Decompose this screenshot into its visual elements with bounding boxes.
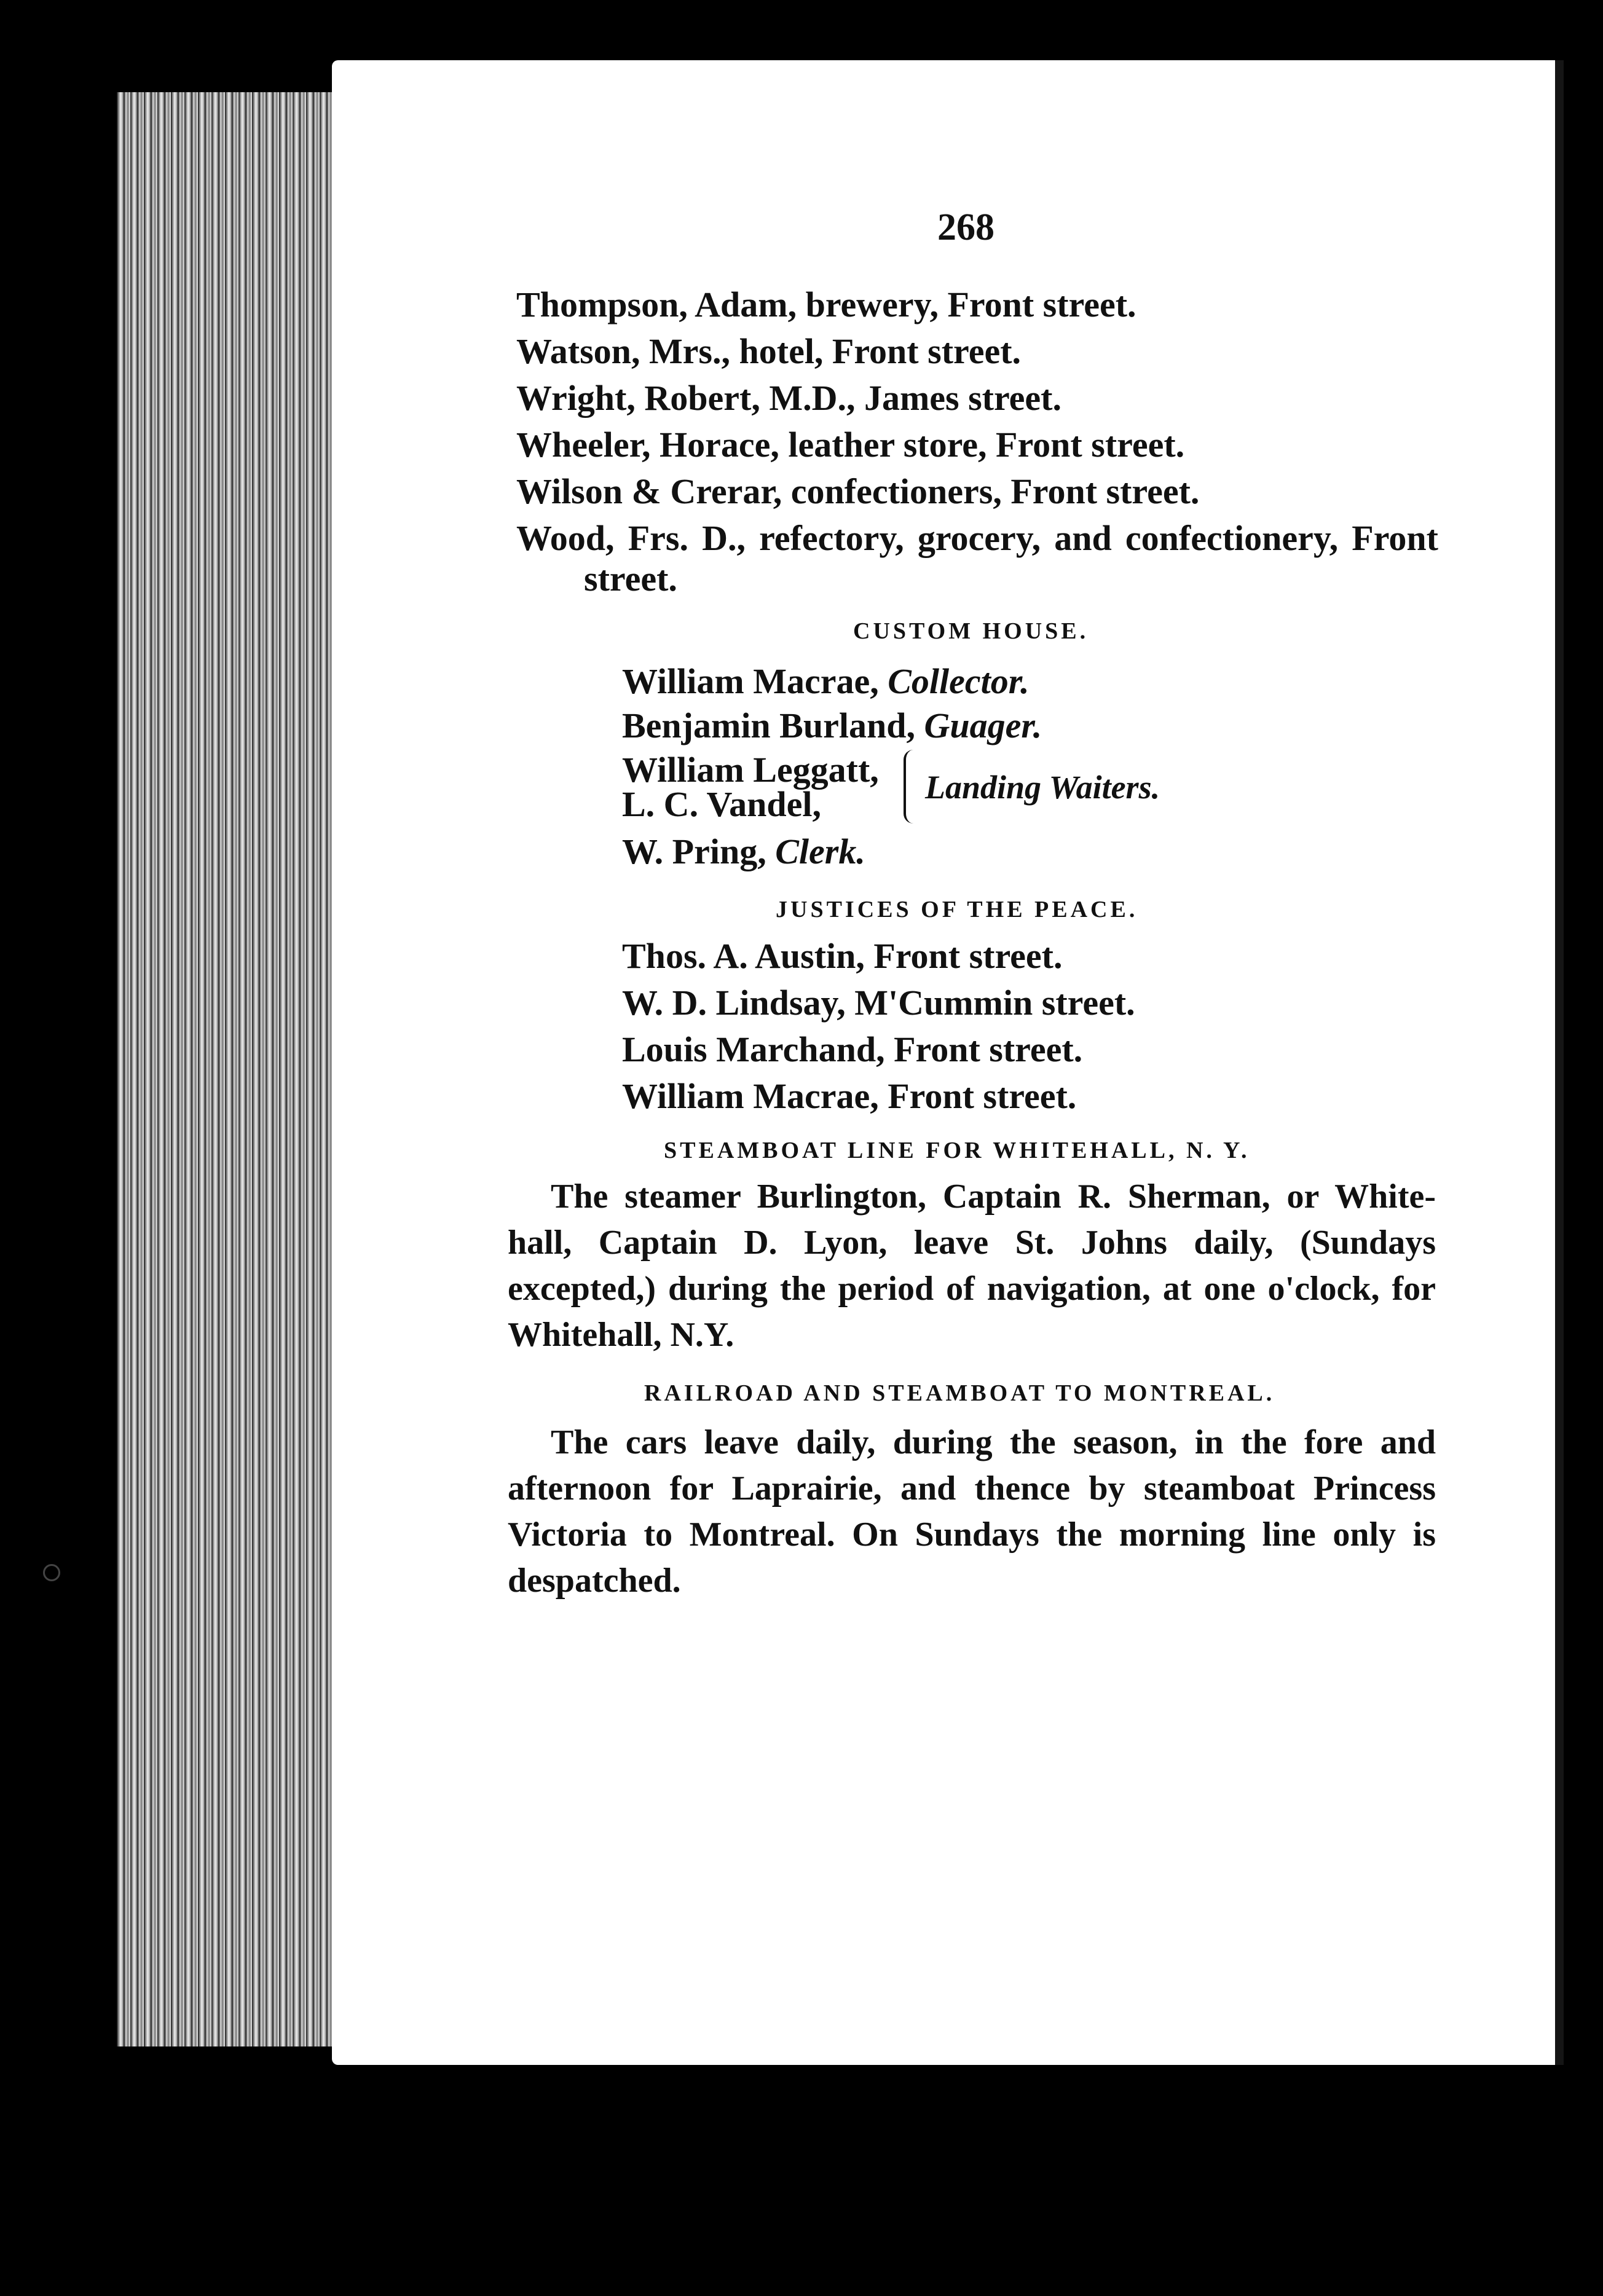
directory-entry: Wheeler, Horace, leather store, Front street.: [516, 425, 1185, 465]
justice-entry: William Macrae, Front street.: [622, 1076, 1077, 1116]
custom-house-officer: W. Pring, Clerk.: [622, 832, 865, 871]
directory-entry: Thompson, Adam, brewery, Front street.: [516, 285, 1136, 324]
paragraph-line: Victoria to Montreal. On Sundays the morning line only is: [508, 1516, 1436, 1554]
directory-entry: Watson, Mrs., hotel, Front street.: [516, 331, 1022, 371]
justices-heading: JUSTICES OF THE PEACE.: [776, 897, 1138, 922]
paragraph-line: Whitehall, N.Y.: [508, 1316, 735, 1354]
paragraph-line: excepted,) during the period of navigation, at one o'clock, for: [508, 1270, 1436, 1308]
paragraph-line: despatched.: [508, 1562, 681, 1600]
justice-entry: W. D. Lindsay, M'Cummin street.: [622, 983, 1135, 1023]
justice-entry: Louis Marchand, Front street.: [622, 1029, 1083, 1069]
directory-entry: Wilson & Crerar, confectioners, Front street.: [516, 471, 1200, 511]
scan-smudge: [43, 1564, 60, 1581]
paragraph-line: The cars leave daily, during the season, in the fore and: [551, 1423, 1436, 1461]
custom-house-officer: William Leggatt,: [622, 750, 879, 790]
custom-house-heading: CUSTOM HOUSE.: [853, 618, 1089, 644]
steamboat-paragraph: [508, 1174, 1436, 1358]
book-page-edges: [117, 92, 338, 2046]
custom-house-officer: L. C. Vandel,: [622, 784, 821, 824]
grouping-brace: [904, 750, 920, 824]
paragraph-line: afternoon for Laprairie, and thence by steamboat Princess: [508, 1469, 1436, 1508]
directory-entry-continuation: street.: [584, 559, 677, 599]
book-spine: [1555, 60, 1564, 2065]
paragraph-line: hall, Captain D. Lyon, leave St. Johns daily, (Sundays: [508, 1224, 1436, 1262]
custom-house-officer: Benjamin Burland, Guager.: [622, 706, 1042, 745]
landing-waiters-label: Landing Waiters.: [925, 769, 1160, 806]
custom-house-officer: William Macrae, Collector.: [622, 661, 1030, 701]
steamboat-heading: STEAMBOAT LINE FOR WHITEHALL, N. Y.: [664, 1138, 1250, 1163]
railroad-paragraph: [508, 1420, 1436, 1604]
railroad-heading: RAILROAD AND STEAMBOAT TO MONTREAL.: [644, 1380, 1275, 1406]
paragraph-line: The steamer Burlington, Captain R. Sherman, or White-: [551, 1177, 1436, 1216]
justice-entry: Thos. A. Austin, Front street.: [622, 936, 1063, 976]
page-number: 268: [937, 206, 994, 248]
directory-entry: Wright, Robert, M.D., James street.: [516, 378, 1061, 418]
directory-entry: Wood, Frs. D., refectory, grocery, and confectionery, Front: [516, 518, 1438, 558]
